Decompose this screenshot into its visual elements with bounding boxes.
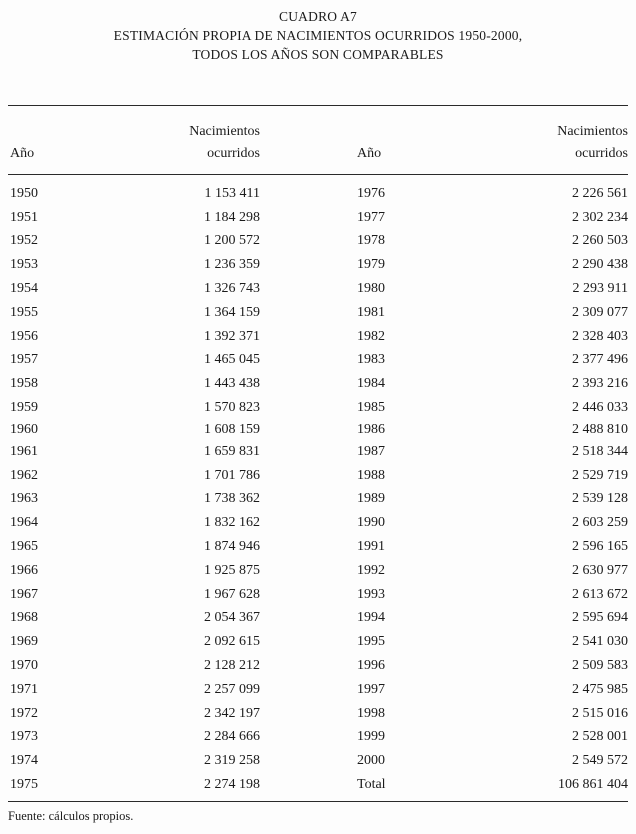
- table-row: [8, 607, 628, 631]
- births-cell-right: 106 861 404: [558, 777, 628, 793]
- table-row: [8, 372, 628, 396]
- births-cell-right: 2 529 719: [572, 467, 628, 483]
- year-cell-left: 1951: [10, 209, 38, 225]
- year-cell-right: 1994: [357, 610, 385, 626]
- births-cell-left: 1 184 298: [204, 209, 260, 225]
- year-cell-right: 1984: [357, 376, 385, 392]
- table-header-row: [8, 105, 628, 175]
- births-cell-left: 1 832 162: [204, 515, 260, 531]
- births-cell-right: 2 260 503: [572, 233, 628, 249]
- year-cell-right: Total: [357, 777, 386, 793]
- year-cell-right: 1980: [357, 281, 385, 297]
- year-cell-right: 1989: [357, 491, 385, 507]
- births-cell-left: 2 257 099: [204, 681, 260, 697]
- year-cell-right: 1991: [357, 539, 385, 555]
- header-births-right: [445, 121, 628, 165]
- year-cell-left: 1961: [10, 443, 38, 459]
- births-cell-left: 1 392 371: [204, 328, 260, 344]
- births-cell-right: 2 539 128: [572, 491, 628, 507]
- table-row: [8, 349, 628, 373]
- year-cell-left: 1950: [10, 185, 38, 201]
- table-row: [8, 678, 628, 702]
- births-cell-right: 2 595 694: [572, 610, 628, 626]
- year-cell-right: 1976: [357, 185, 385, 201]
- year-cell-left: 1971: [10, 681, 38, 697]
- year-cell-left: 1967: [10, 586, 38, 602]
- header-births-right-line1: Nacimientos: [557, 124, 628, 139]
- year-cell-right: 1995: [357, 634, 385, 650]
- births-cell-right: 2 613 672: [572, 586, 628, 602]
- table-row: [8, 182, 628, 206]
- year-cell-right: 1999: [357, 729, 385, 745]
- births-cell-right: 2 518 344: [572, 443, 628, 459]
- year-cell-right: 1992: [357, 562, 385, 578]
- year-cell-left: 1964: [10, 515, 38, 531]
- table-row: [8, 559, 628, 583]
- year-cell-left: 1957: [10, 352, 38, 368]
- header-births-left-line2: ocurridos: [207, 146, 260, 161]
- births-cell-left: 1 570 823: [204, 400, 260, 416]
- year-cell-right: 1981: [357, 304, 385, 320]
- births-cell-left: 1 701 786: [204, 467, 260, 483]
- births-cell-right: 2 596 165: [572, 539, 628, 555]
- births-cell-right: 2 603 259: [572, 515, 628, 531]
- header-births-left-line1: Nacimientos: [189, 124, 260, 139]
- births-cell-left: 1 967 628: [204, 586, 260, 602]
- header-year-left: Año: [10, 146, 35, 161]
- births-cell-left: 2 054 367: [204, 610, 260, 626]
- births-cell-right: 2 630 977: [572, 562, 628, 578]
- table-row: [8, 583, 628, 607]
- births-cell-right: 2 302 234: [572, 209, 628, 225]
- births-cell-left: 1 326 743: [204, 281, 260, 297]
- year-cell-left: 1963: [10, 491, 38, 507]
- year-cell-left: 1958: [10, 376, 38, 392]
- year-cell-left: 1973: [10, 729, 38, 745]
- table-row: [8, 773, 628, 797]
- births-table: [8, 105, 628, 802]
- table-row: [8, 702, 628, 726]
- births-cell-right: 2 290 438: [572, 257, 628, 273]
- table-row: [8, 277, 628, 301]
- births-cell-right: 2 226 561: [572, 185, 628, 201]
- table-label: CUADRO A7: [279, 9, 357, 24]
- table-row: [8, 325, 628, 349]
- births-cell-left: 2 284 666: [204, 729, 260, 745]
- year-cell-right: 1982: [357, 328, 385, 344]
- births-cell-right: 2 549 572: [572, 753, 628, 769]
- births-cell-left: 1 443 438: [204, 376, 260, 392]
- births-cell-right: 2 328 403: [572, 328, 628, 344]
- table-row: [8, 206, 628, 230]
- year-cell-left: 1955: [10, 304, 38, 320]
- table-title-block: [0, 0, 636, 64]
- births-cell-left: 1 874 946: [204, 539, 260, 555]
- year-cell-left: 1972: [10, 705, 38, 721]
- table-row: [8, 535, 628, 559]
- year-cell-right: 1979: [357, 257, 385, 273]
- header-births-left: [108, 121, 260, 165]
- births-cell-right: 2 541 030: [572, 634, 628, 650]
- table-row: [8, 420, 628, 440]
- year-cell-right: 1985: [357, 400, 385, 416]
- table-row: [8, 654, 628, 678]
- year-cell-right: 1977: [357, 209, 385, 225]
- births-cell-left: 1 236 359: [204, 257, 260, 273]
- header-births-right-line2: ocurridos: [575, 146, 628, 161]
- births-cell-right: 2 446 033: [572, 400, 628, 416]
- births-cell-right: 2 393 216: [572, 376, 628, 392]
- table-row: [8, 749, 628, 773]
- year-cell-right: 1986: [357, 421, 385, 437]
- table-row: [8, 301, 628, 325]
- table-row: [8, 630, 628, 654]
- year-cell-right: 2000: [357, 753, 385, 769]
- births-cell-left: 1 200 572: [204, 233, 260, 249]
- births-cell-right: 2 475 985: [572, 681, 628, 697]
- table-title-line2: ESTIMACIÓN PROPIA DE NACIMIENTOS OCURRIDOS 1950-2000,: [113, 28, 523, 43]
- year-cell-left: 1954: [10, 281, 38, 297]
- year-cell-left: 1956: [10, 328, 38, 344]
- year-cell-left: 1952: [10, 233, 38, 249]
- source-note: Fuente: cálculos propios.: [8, 808, 134, 823]
- births-cell-right: 2 509 583: [572, 658, 628, 674]
- year-cell-right: 1997: [357, 681, 385, 697]
- births-cell-right: 2 515 016: [572, 705, 628, 721]
- table-row: [8, 726, 628, 750]
- year-cell-left: 1966: [10, 562, 38, 578]
- year-cell-left: 1975: [10, 777, 38, 793]
- year-cell-left: 1968: [10, 610, 38, 626]
- year-cell-left: 1969: [10, 634, 38, 650]
- header-year-right: Año: [357, 146, 382, 161]
- table-title-line3: TODOS LOS AÑOS SON COMPARABLES: [192, 47, 444, 62]
- births-cell-right: 2 293 911: [572, 281, 628, 297]
- births-cell-left: 1 738 362: [204, 491, 260, 507]
- year-cell-left: 1962: [10, 467, 38, 483]
- table-row: [8, 253, 628, 277]
- births-cell-right: 2 309 077: [572, 304, 628, 320]
- births-cell-left: 2 342 197: [204, 705, 260, 721]
- births-cell-left: 2 274 198: [204, 777, 260, 793]
- table-row: [8, 464, 628, 488]
- year-cell-right: 1993: [357, 586, 385, 602]
- year-cell-left: 1965: [10, 539, 38, 555]
- births-cell-left: 2 128 212: [204, 658, 260, 674]
- year-cell-right: 1987: [357, 443, 385, 459]
- births-cell-right: 2 488 810: [572, 421, 628, 437]
- table-row: [8, 230, 628, 254]
- year-cell-left: 1974: [10, 753, 38, 769]
- year-cell-right: 1998: [357, 705, 385, 721]
- births-cell-left: 1 608 159: [204, 421, 260, 437]
- births-cell-left: 2 319 258: [204, 753, 260, 769]
- table-row: [8, 488, 628, 512]
- year-cell-left: 1953: [10, 257, 38, 273]
- year-cell-left: 1970: [10, 658, 38, 674]
- year-cell-right: 1996: [357, 658, 385, 674]
- table-body: [8, 175, 628, 802]
- births-cell-right: 2 377 496: [572, 352, 628, 368]
- table-row: [8, 440, 628, 464]
- births-cell-left: 1 659 831: [204, 443, 260, 459]
- table-row: [8, 396, 628, 420]
- births-cell-left: 1 364 159: [204, 304, 260, 320]
- year-cell-right: 1988: [357, 467, 385, 483]
- year-cell-left: 1960: [10, 421, 38, 437]
- births-cell-left: 1 153 411: [204, 185, 260, 201]
- births-cell-left: 1 925 875: [204, 562, 260, 578]
- year-cell-right: 1983: [357, 352, 385, 368]
- births-cell-left: 2 092 615: [204, 634, 260, 650]
- year-cell-left: 1959: [10, 400, 38, 416]
- births-cell-right: 2 528 001: [572, 729, 628, 745]
- births-cell-left: 1 465 045: [204, 352, 260, 368]
- year-cell-right: 1990: [357, 515, 385, 531]
- year-cell-right: 1978: [357, 233, 385, 249]
- table-row: [8, 511, 628, 535]
